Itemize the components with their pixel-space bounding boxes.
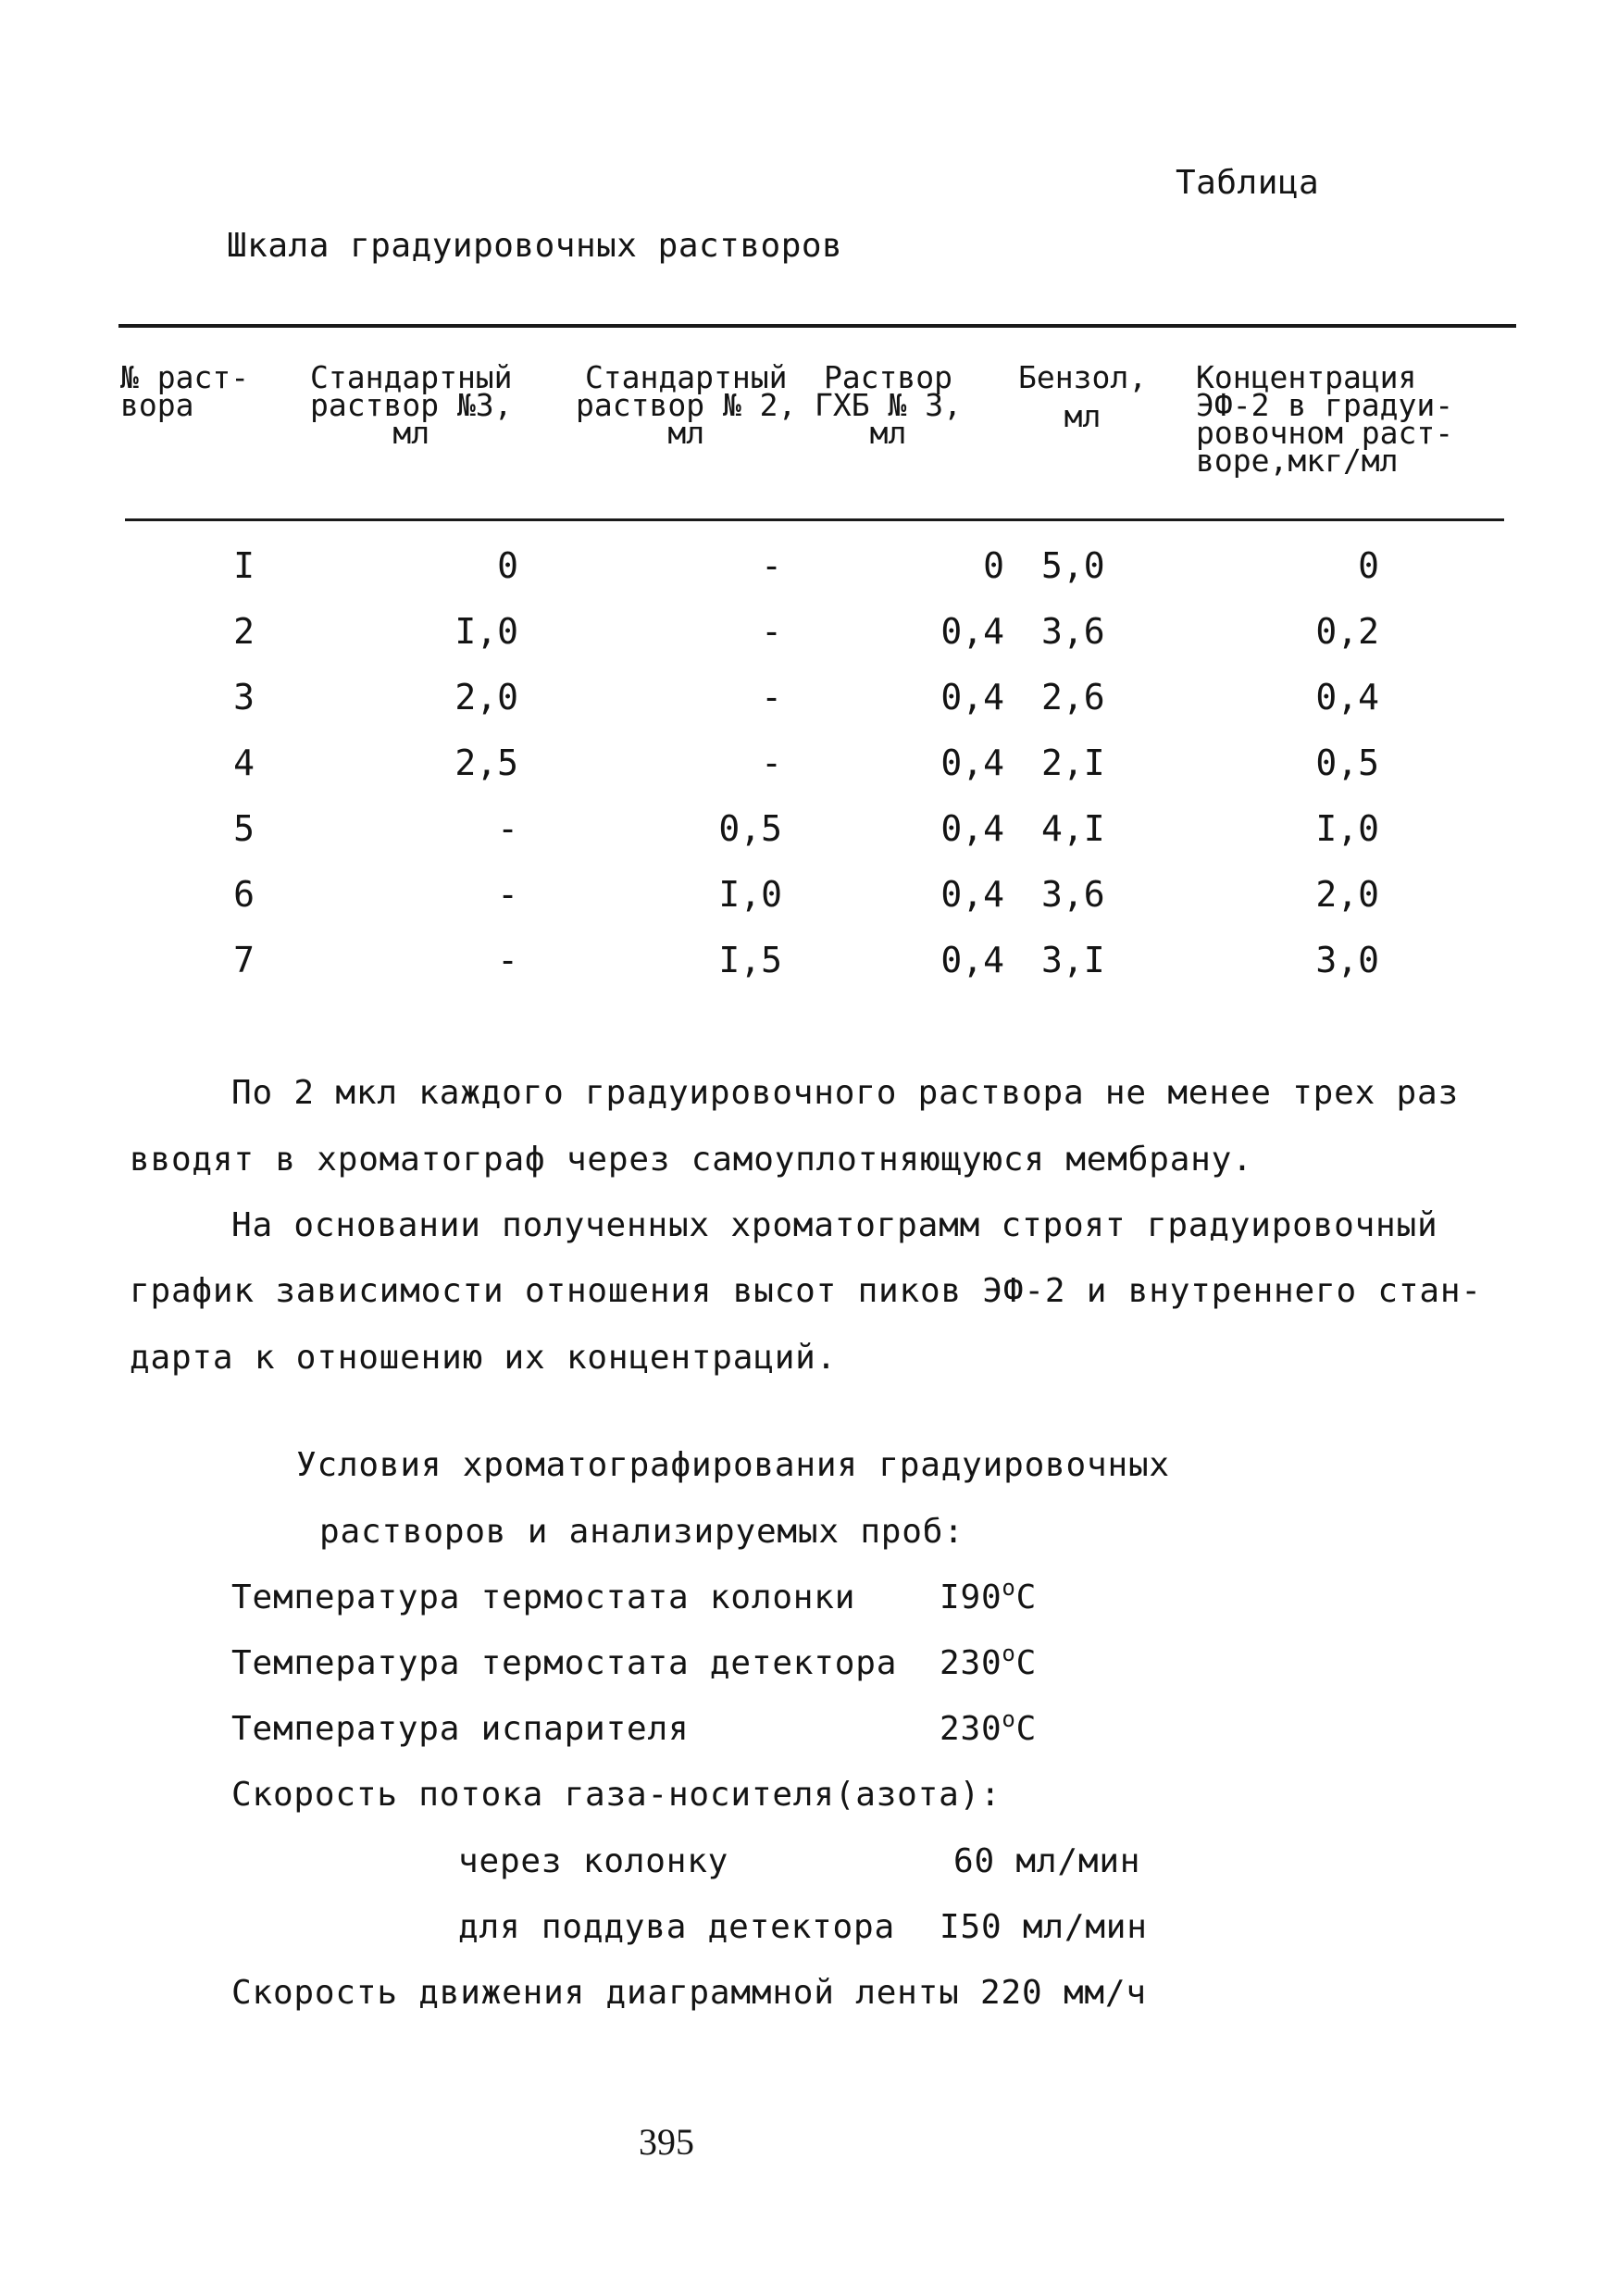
table-cell: I,0 — [454, 611, 518, 652]
table-cell: 2,5 — [454, 742, 518, 783]
paragraph-2-line-1: На основании полученных хроматограмм строят градуировочный — [231, 1206, 1438, 1244]
table-cell: 0,2 — [1315, 611, 1379, 652]
condition-evaporator-temp-label: Температура испарителя — [231, 1710, 690, 1748]
header-col-4: Бензол, мл — [1018, 359, 1148, 434]
header-col-2: Стандартный раствор № 2, мл — [576, 359, 797, 451]
header-col-5: Концентрация ЭФ-2 в градуи- ровочном раст- воре,мкг/мл — [1196, 359, 1454, 479]
table-cell: 0,4 — [940, 611, 1004, 652]
table-label: Таблица — [1176, 164, 1320, 202]
table-title: Шкала градуировочных растворов — [227, 227, 843, 265]
table-cell: - — [761, 611, 782, 652]
table-header-rule — [125, 518, 1504, 521]
table-cell: 5 — [233, 808, 255, 849]
table-cell: 0,4 — [940, 677, 1004, 718]
table-cell: 5,0 — [1041, 545, 1105, 586]
condition-tape-speed: Скорость движения диаграммной ленты 220 мм/ч — [231, 1974, 1147, 2012]
table-cell: 0,4 — [940, 808, 1004, 849]
table-cell: - — [761, 742, 782, 783]
table-cell: 3 — [233, 677, 255, 718]
table-cell: - — [497, 808, 518, 849]
table-cell: - — [497, 940, 518, 980]
table-cell: 0,4 — [1315, 677, 1379, 718]
table-cell: - — [761, 677, 782, 718]
paragraph-2-line-2: график зависимости отношения высот пиков ЭФ-2 и внутреннего стан- — [130, 1272, 1482, 1310]
table-cell: 3,6 — [1041, 611, 1105, 652]
table-cell: 0 — [1358, 545, 1379, 586]
header-col-3: Раствор ГХБ № 3, мл — [815, 359, 962, 451]
condition-flow-detector-value: I50 мл/мин — [940, 1908, 1148, 1946]
table-cell: 0 — [983, 545, 1004, 586]
table-cell: 0,4 — [940, 874, 1004, 915]
paragraph-2-line-3: дарта к отношению их концентраций. — [130, 1339, 838, 1377]
table-cell: 3,6 — [1041, 874, 1105, 915]
table-cell: 0,5 — [718, 808, 782, 849]
table-cell: I,0 — [1315, 808, 1379, 849]
table-cell: 4 — [233, 742, 255, 783]
condition-flow-column-value: 60 мл/мин — [953, 1842, 1141, 1880]
paragraph-1-line-1: По 2 мкл каждого градуировочного раствора не менее трех раз — [231, 1074, 1459, 1112]
header-col-1: Стандартный раствор №3, мл — [310, 359, 513, 451]
conditions-heading-line-1: Условия хроматографирования градуировочных — [296, 1446, 1170, 1484]
header-col-0: № раст- вора — [120, 359, 250, 423]
condition-evaporator-temp-value: $230^оС$ — [940, 1706, 1038, 1748]
table-cell: 2,6 — [1041, 677, 1105, 718]
condition-column-temp-label: Температура термостата колонки — [231, 1578, 856, 1616]
paragraph-1-line-2: вводят в хроматограф через самоуплотняющуюся мембрану. — [130, 1141, 1253, 1179]
table-cell: - — [761, 545, 782, 586]
conditions-heading-line-2: растворов и анализируемых проб: — [319, 1513, 965, 1551]
table-top-rule — [118, 324, 1516, 328]
table-cell: - — [497, 874, 518, 915]
condition-detector-temp-value: $230^оС$ — [940, 1641, 1038, 1682]
table-cell: 0 — [497, 545, 518, 586]
table-cell: 2,0 — [1315, 874, 1379, 915]
table-cell: 7 — [233, 940, 255, 980]
condition-detector-temp-label: Температура термостата детектора — [231, 1644, 898, 1682]
table-cell: 4,I — [1041, 808, 1105, 849]
table-cell: 6 — [233, 874, 255, 915]
condition-flow-label: Скорость потока газа-носителя(азота): — [231, 1776, 1002, 1814]
table-cell: I,5 — [718, 940, 782, 980]
table-cell: 0,4 — [940, 742, 1004, 783]
table-cell: I — [233, 545, 255, 586]
table-cell: 2,0 — [454, 677, 518, 718]
condition-flow-column-label: через колонку — [458, 1842, 729, 1880]
table-cell: 0,5 — [1315, 742, 1379, 783]
table-cell: 2 — [233, 611, 255, 652]
page-number: 395 — [639, 2121, 694, 2163]
condition-flow-detector-label: для поддува детектора — [458, 1908, 895, 1946]
table-cell: I,0 — [718, 874, 782, 915]
table-cell: 2,I — [1041, 742, 1105, 783]
table-cell: 0,4 — [940, 940, 1004, 980]
condition-column-temp-value: $I90^оС$ — [940, 1575, 1038, 1616]
table-cell: 3,0 — [1315, 940, 1379, 980]
table-cell: 3,I — [1041, 940, 1105, 980]
